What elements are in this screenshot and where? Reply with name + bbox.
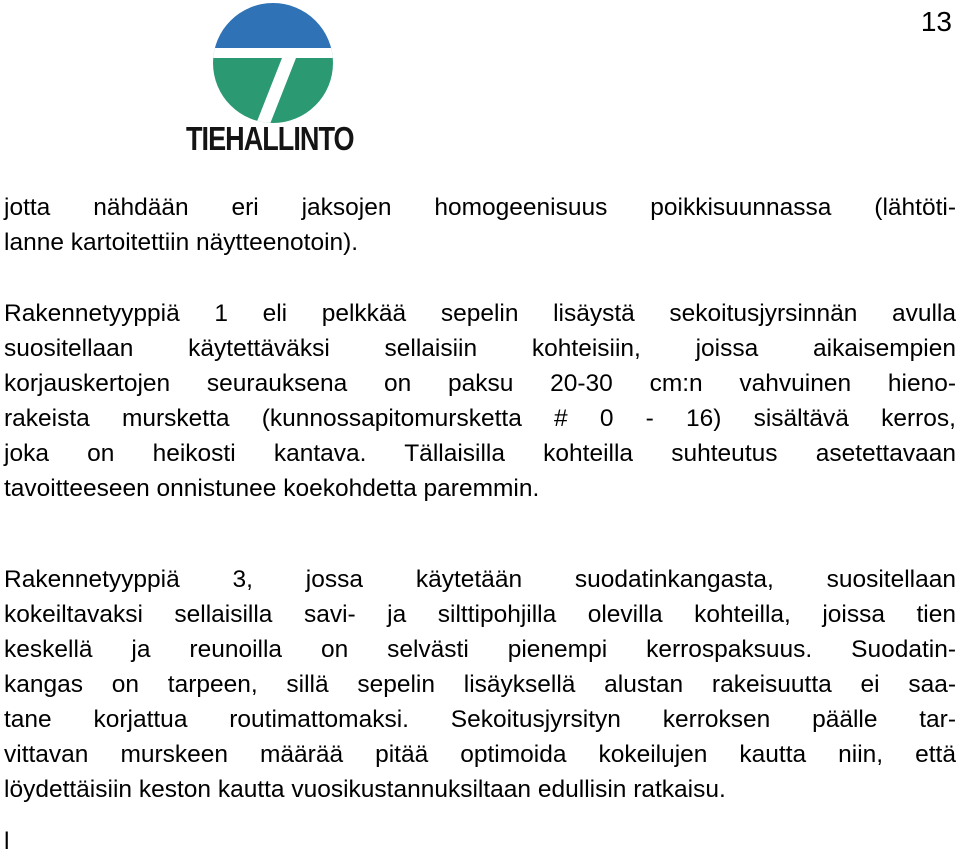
text-line: tavoitteeseen onnistunee koekohdetta paremmin. xyxy=(4,475,540,502)
paragraph-2 xyxy=(4,296,956,506)
paragraph-1 xyxy=(4,190,956,260)
page-number: 13 xyxy=(920,6,952,37)
tiehallinto-logo xyxy=(186,2,366,158)
paragraph-3 xyxy=(4,562,956,807)
text-line: kokeiltavaksi sellaisilla savi- ja silttipohjilla olevilla kohteilla, joissa tien xyxy=(4,601,956,628)
text-line: keskellä ja reunoilla on selvästi pienempi kerrospaksuus. Suodatin- xyxy=(4,636,956,663)
text-line: jotta nähdään eri jaksojen homogeenisuus poikkisuunnassa (lähtöti- xyxy=(4,194,956,221)
text-line: Rakennetyyppiä 1 eli pelkkää sepelin lisäystä sekoitusjyrsinnän avulla xyxy=(4,300,956,327)
logo-wordmark: TIEHALLINTO xyxy=(186,120,354,157)
text-line: rakeista mursketta (kunnossapitomursketta # 0 - 16) sisältävä kerros, xyxy=(4,405,956,432)
text-line: kangas on tarpeen, sillä sepelin lisäyksellä alustan rakeisuutta ei saa- xyxy=(4,671,956,698)
text-line: korjauskertojen seurauksena on paksu 20-30 cm:n vahvuinen hieno- xyxy=(4,370,956,397)
text-line: joka on heikosti kantava. Tällaisilla kohteilla suhteutus asetettavaan xyxy=(4,440,956,467)
text-line: tane korjattua routimattomaksi. Sekoitusjyrsityn kerroksen päälle tar- xyxy=(4,706,956,733)
text-line: vittavan murskeen määrää pitää optimoida kokeilujen kautta niin, että xyxy=(4,741,956,768)
text-line: lanne kartoitettiin näytteenotoin). xyxy=(4,229,359,256)
text-line: suositellaan käytettäväksi sellaisiin kohteisiin, joissa aikaisempien xyxy=(4,335,956,362)
text-line: löydettäisiin keston kautta vuosikustannuksiltaan edullisin ratkaisu. xyxy=(4,776,726,803)
tiehallinto-emblem-icon xyxy=(212,2,334,124)
text-line: Rakennetyyppiä 3, jossa käytetään suodatinkangasta, suositellaan xyxy=(4,566,956,593)
trailing-mark: l xyxy=(4,828,10,855)
